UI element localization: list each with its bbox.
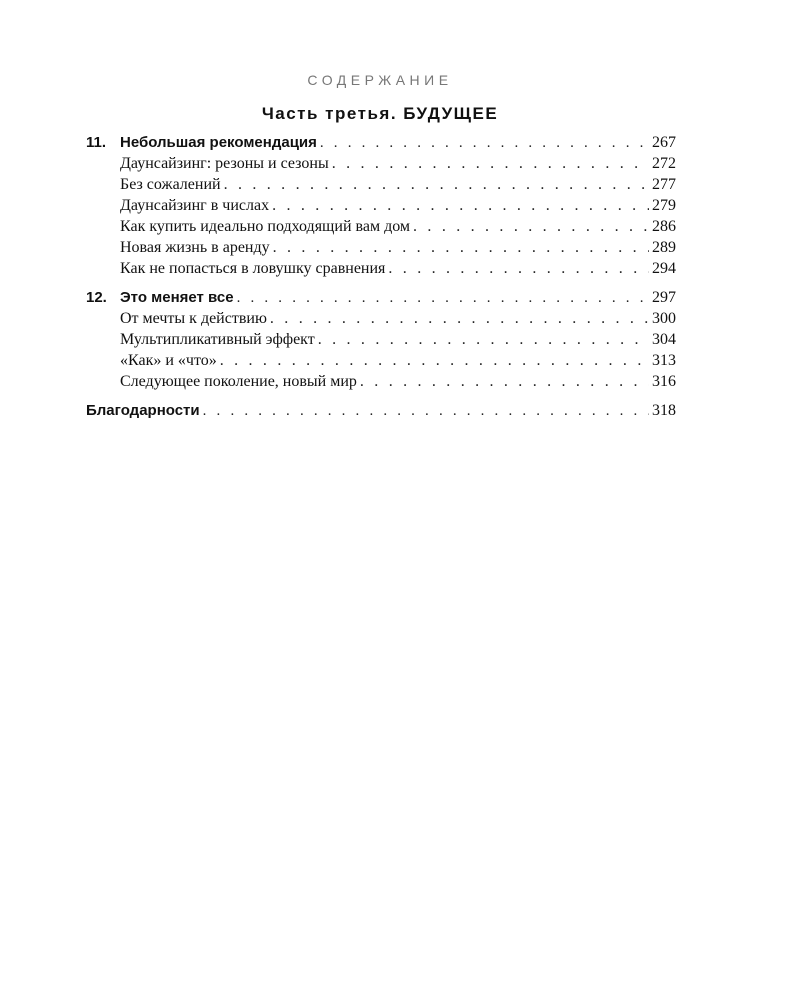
toc-entry[interactable] <box>86 371 676 392</box>
toc-entry[interactable] <box>86 258 676 279</box>
toc-chapter-12[interactable] <box>86 287 676 308</box>
dot-leader <box>203 401 649 422</box>
page-number: 313 <box>652 352 676 369</box>
entry-title: Даунсайзинг: резоны и сезоны <box>120 155 329 172</box>
toc-chapter-11[interactable] <box>86 132 676 153</box>
chapter-number: 12. <box>86 289 107 306</box>
entry-title: Мультипликативный эффект <box>120 331 315 348</box>
table-of-contents <box>86 132 676 421</box>
dot-leader <box>318 329 649 350</box>
dot-leader <box>413 216 649 237</box>
toc-entry[interactable] <box>86 329 676 350</box>
page-number: 279 <box>652 197 676 214</box>
entry-title: «Как» и «что» <box>120 352 217 369</box>
toc-entry[interactable] <box>86 216 676 237</box>
entry-title: Без сожалений <box>120 176 221 193</box>
dot-leader <box>332 153 649 174</box>
page-number: 267 <box>652 134 676 151</box>
entry-title: Небольшая рекомендация <box>120 134 317 151</box>
entry-title: Как не попасться в ловушку сравнения <box>120 260 386 277</box>
toc-entry[interactable] <box>86 350 676 371</box>
toc-entry[interactable] <box>86 174 676 195</box>
page-number: 289 <box>652 239 676 256</box>
toc-acknowledgements[interactable] <box>86 400 676 421</box>
toc-entry[interactable] <box>86 308 676 329</box>
toc-entry[interactable] <box>86 195 676 216</box>
page-number: 272 <box>652 155 676 172</box>
dot-leader <box>273 237 649 258</box>
entry-title: Как купить идеально подходящий вам дом <box>120 218 411 235</box>
dot-leader <box>320 133 649 154</box>
dot-leader <box>237 288 649 309</box>
dot-leader <box>272 195 649 216</box>
entry-title: Следующее поколение, новый мир <box>120 373 357 390</box>
dot-leader <box>388 258 649 279</box>
entry-title: Новая жизнь в аренду <box>120 239 270 256</box>
dot-leader <box>220 350 649 371</box>
entry-title: Это меняет все <box>120 289 234 306</box>
page-number: 304 <box>652 331 676 348</box>
page-number: 286 <box>652 218 676 235</box>
page-number: 297 <box>652 289 676 306</box>
toc-entry[interactable] <box>86 153 676 174</box>
toc-entry[interactable] <box>86 237 676 258</box>
part-title: Часть третья. БУДУЩЕЕ <box>261 104 499 123</box>
dot-leader <box>270 308 649 329</box>
chapter-number: 11. <box>86 134 107 151</box>
dot-leader <box>224 174 649 195</box>
entry-title: Даунсайзинг в числах <box>120 197 270 214</box>
page-number: 300 <box>652 310 676 327</box>
page-number: 294 <box>652 260 676 277</box>
running-head: СОДЕРЖАНИЕ <box>307 72 453 88</box>
entry-title: Благодарности <box>86 402 200 419</box>
dot-leader <box>360 371 649 392</box>
page-number: 277 <box>652 176 676 193</box>
entry-title: От мечты к действию <box>120 310 267 327</box>
page-number: 316 <box>652 373 676 390</box>
page-number: 318 <box>652 402 676 419</box>
